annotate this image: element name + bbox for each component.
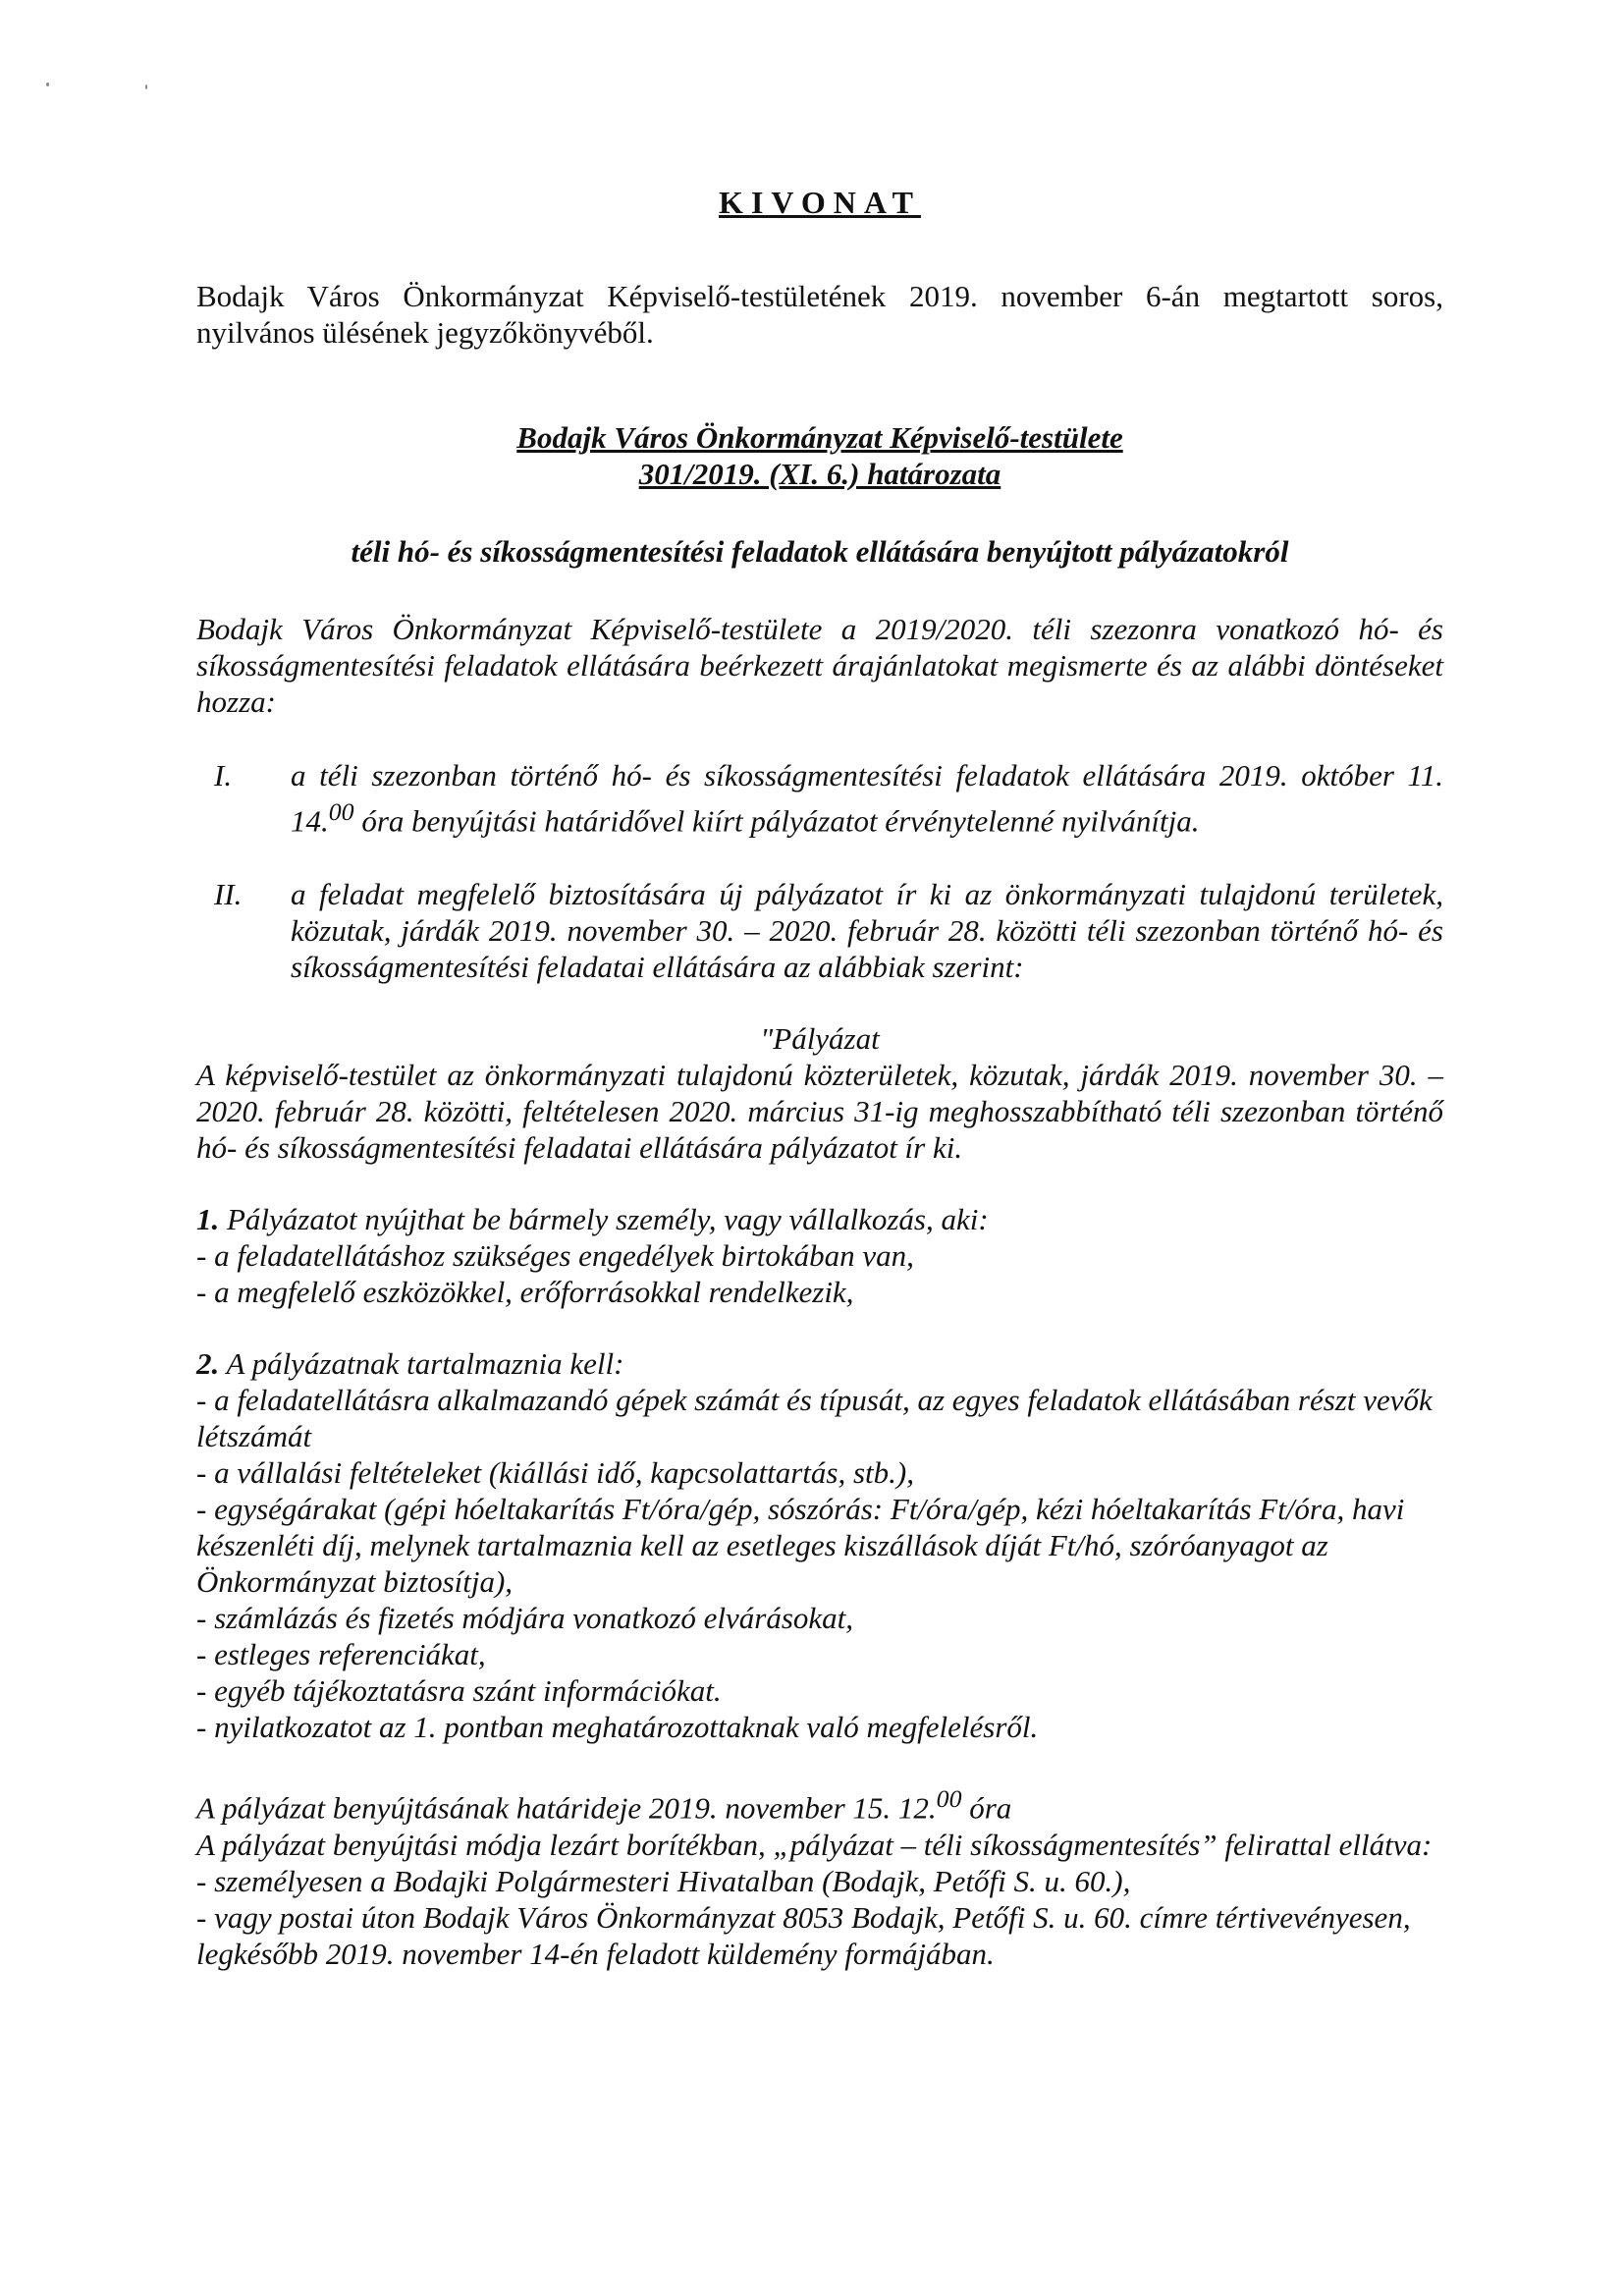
document-title: KIVONAT <box>719 185 921 220</box>
list-item: - a megfelelő eszközökkel, erőforrásokkal rendelkezik, <box>196 1275 854 1310</box>
list-item: - személyesen a Bodajki Polgármesteri Hivatalban (Bodajk, Petőfi S. u. 60.), <box>196 1863 1131 1898</box>
deadline-line <box>196 1780 1443 1826</box>
scan-speck <box>145 84 147 89</box>
point-number: I. <box>214 758 233 793</box>
intro-paragraph: Bodajk Város Önkormányzat Képviselő-testületének 2019. november 6-án megtartott soros, nyilvános ülésének jegyzőkönyvéből. <box>196 279 1443 350</box>
section-heading-text: A pályázatnak tartalmaznia kell: <box>219 1346 624 1382</box>
resolution-subject: téli hó- és síkosságmentesítési feladatok ellátására benyújtott pályázatokról <box>351 534 1289 569</box>
list-item: - számlázás és fizetés módjára vonatkozó elvárásokat, <box>196 1601 854 1636</box>
superscript-minutes: 00 <box>936 1784 962 1814</box>
scan-speck <box>46 82 49 86</box>
point-text <box>291 757 1443 839</box>
list-item: - vagy postai úton Bodajk Város Önkormányzat 8053 Bodajk, Petőfi S. u. 60. címre tértivevényesen, legkésőbb 2019. november 14-én feladott küldemény formájában. <box>196 1899 1411 1971</box>
resolution-title-line2: 301/2019. (XI. 6.) határozata <box>638 457 1001 491</box>
resolution-title <box>196 419 1443 492</box>
list-item: - a feladatellátáshoz szükséges engedélyek birtokában van, <box>196 1238 914 1274</box>
section-1 <box>196 1201 1443 1310</box>
list-item: - estleges referenciákat, <box>196 1637 486 1672</box>
decision-intro-paragraph: Bodajk Város Önkormányzat Képviselő-testülete a 2019/2020. téli szezonra vonatkozó hó- és síkosságmentesítési feladatok ellátására beérkezett árajánlatokat megismerte és az alábbi döntéseket hozza: <box>196 612 1443 719</box>
document-content <box>196 177 1443 1972</box>
section-heading-text: Pályázatot nyújthat be bármely személy, vagy vállalkozás, aki: <box>219 1202 989 1237</box>
point-number: II. <box>214 877 243 912</box>
superscript-minutes: 00 <box>328 797 354 826</box>
section-number: 2. <box>196 1346 220 1382</box>
point-text-part: óra benyújtási határidővel kiírt pályázatot érvénytelenné nyilvánítja. <box>353 803 1200 839</box>
submission-mode: A pályázat benyújtási módja lezárt borítékban, „pályázat – téli síkosságmentesítés” felirattal ellátva: <box>196 1827 1433 1862</box>
tender-heading: "Pályázat <box>760 1021 880 1057</box>
section-2 <box>196 1345 1443 1745</box>
resolution-title-line1: Bodajk Város Önkormányzat Képviselő-testülete <box>516 420 1123 455</box>
list-item: - egyéb tájékoztatásra szánt információkat. <box>196 1673 722 1709</box>
point-ii <box>196 876 1443 985</box>
point-text-part: a téli szezonban történő hó- és síkosságmentesítési feladatok ellátására 2019. október 11. 14. <box>291 758 1443 839</box>
list-item: - egységárakat (gépi hóeltakarítás Ft/óra/gép, sószórás: Ft/óra/gép, kézi hóeltakarítás Ft/óra, havi készenléti díj, melynek tartalmaznia kell az esetleges kiszállások díját Ft/hó, szóróanyagot az Önkormányzat biztosítja), <box>196 1492 1405 1600</box>
section-2-heading <box>196 1345 1443 1382</box>
section-1-heading <box>196 1201 1443 1237</box>
list-item: - a vállalási feltételeket (kiállási idő, kapcsolattartás, stb.), <box>196 1455 914 1491</box>
list-item: - a feladatellátásra alkalmazandó gépek számát és típusát, az egyes feladatok ellátásában részt vevők létszámát <box>196 1383 1433 1454</box>
deadline-text-part: óra <box>961 1790 1012 1826</box>
submission-block <box>196 1780 1443 1971</box>
tender-intro: A képviselő-testület az önkormányzati tulajdonú közterületek, közutak, járdák 2019. november 30. – 2020. február 28. közötti, feltételesen 2020. március 31-ig meghosszabbítható téli szezonban történő hó- és síkosságmentesítési feladatai ellátására pályázatot ír ki. <box>196 1058 1443 1166</box>
point-i <box>196 757 1443 839</box>
point-text: a feladat megfelelő biztosítására új pályázatot ír ki az önkormányzati tulajdonú területek, közutak, járdák 2019. november 30. – 2020. február 28. közötti téli szezonban történő hó- és síkosságmentesítési feladatai ellátására az alábbiak szerint: <box>291 877 1443 985</box>
list-item: - nyilatkozatot az 1. pontban meghatározottaknak való megfelelésről. <box>196 1710 1039 1745</box>
deadline-text-part: A pályázat benyújtásának határideje 2019. november 15. 12. <box>196 1790 937 1826</box>
section-number: 1. <box>196 1202 220 1237</box>
